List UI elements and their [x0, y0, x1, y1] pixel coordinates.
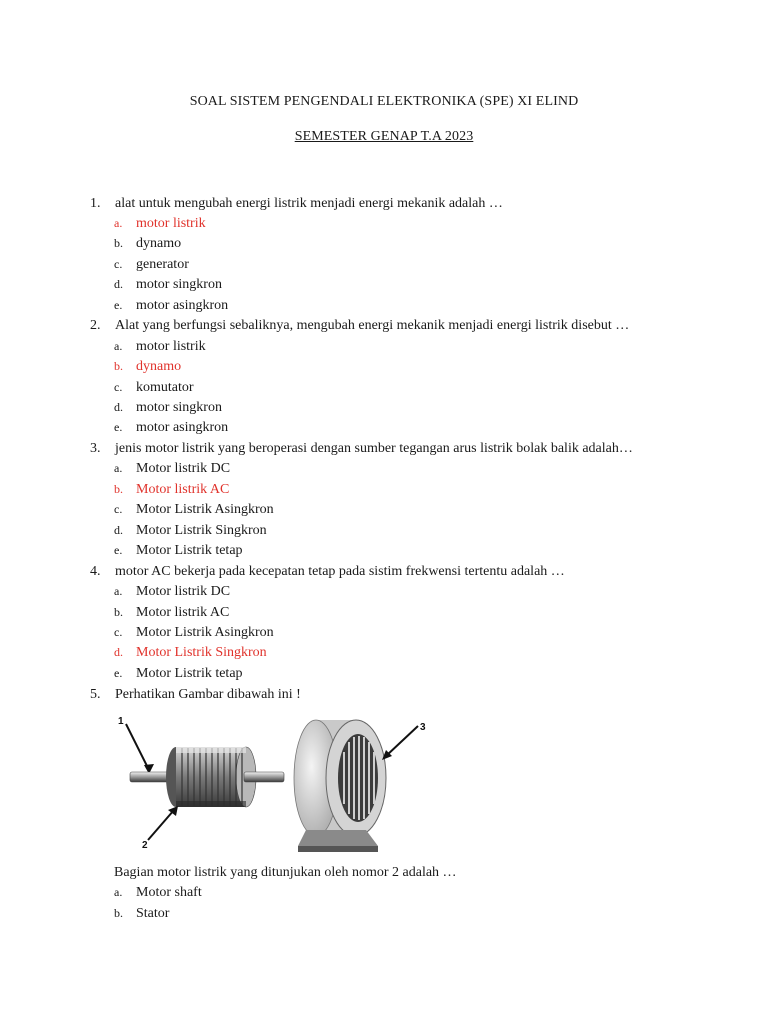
- option-3b: [114, 482, 229, 498]
- option-4e: [114, 666, 243, 682]
- question-text: alat untuk mengubah energi listrik menjadi energi mekanik adalah …: [115, 196, 503, 211]
- question-text: Alat yang berfungsi sebaliknya, mengubah energi mekanik menjadi energi listrik disebut …: [115, 318, 630, 333]
- option-4a: [114, 584, 230, 600]
- option-text: Motor shaft: [136, 885, 202, 900]
- option-letter: e.: [114, 543, 123, 557]
- question-number: 1.: [90, 196, 101, 211]
- label-3-arrow: [386, 726, 418, 756]
- question-number: 3.: [90, 441, 101, 456]
- option-1d: [114, 277, 222, 293]
- option-4d: [114, 645, 267, 661]
- option-letter: d.: [114, 645, 123, 659]
- option-letter: c.: [114, 625, 123, 639]
- option-3d: [114, 523, 267, 539]
- figure-label-3: 3: [420, 722, 426, 733]
- option-letter: b.: [114, 605, 123, 619]
- stator: [294, 720, 386, 852]
- option-1a: [114, 216, 206, 232]
- option-letter: e.: [114, 420, 123, 434]
- option-text: motor singkron: [136, 400, 222, 415]
- option-letter: b.: [114, 236, 123, 250]
- option-text: Motor Listrik tetap: [136, 543, 243, 558]
- option-letter: e.: [114, 666, 123, 680]
- motor-parts-figure: [116, 712, 446, 860]
- option-letter: a.: [114, 216, 123, 230]
- option-text: Motor Listrik Singkron: [136, 645, 267, 660]
- option-2c: [114, 380, 194, 396]
- option-text: Stator: [136, 906, 170, 921]
- question-4: [90, 564, 750, 580]
- question-text: Perhatikan Gambar dibawah ini !: [115, 687, 301, 702]
- figure-label-2: 2: [142, 840, 148, 851]
- figure-label-1: 1: [118, 716, 124, 727]
- option-text: komutator: [136, 380, 194, 395]
- option-letter: c.: [114, 380, 123, 394]
- option-2b: [114, 359, 181, 375]
- option-3c: [114, 502, 274, 518]
- option-text: Motor Listrik tetap: [136, 666, 243, 681]
- question-5-caption: Bagian motor listrik yang ditunjukan oleh nomor 2 adalah …: [114, 865, 457, 880]
- option-text: motor listrik: [136, 216, 206, 231]
- option-4c: [114, 625, 274, 641]
- question-number: 5.: [90, 687, 101, 702]
- page-title: SOAL SISTEM PENGENDALI ELEKTRONIKA (SPE) XI ELIND: [189, 94, 579, 109]
- option-text: Motor listrik DC: [136, 584, 231, 599]
- option-5b: [114, 906, 169, 922]
- question-number: 4.: [90, 564, 101, 579]
- label-1-arrow: [126, 724, 149, 770]
- option-text: motor asingkron: [136, 298, 229, 313]
- option-3a: [114, 461, 230, 477]
- option-text: dynamo: [136, 359, 182, 374]
- option-2e: [114, 420, 228, 436]
- question-3: [90, 441, 750, 457]
- option-4b: [114, 605, 229, 621]
- option-2a: [114, 339, 206, 355]
- right-shaft: [244, 772, 284, 782]
- option-letter: e.: [114, 298, 123, 312]
- option-text: Motor listrik AC: [136, 605, 230, 620]
- option-1c: [114, 257, 189, 273]
- option-2d: [114, 400, 222, 416]
- page-subtitle: SEMESTER GENAP T.A 2023: [294, 129, 474, 144]
- option-text: dynamo: [136, 236, 182, 251]
- option-letter: a.: [114, 339, 123, 353]
- option-text: motor asingkron: [136, 420, 229, 435]
- question-1: [90, 196, 750, 212]
- option-text: Motor Listrik Singkron: [136, 523, 267, 538]
- label-2-arrow: [148, 810, 174, 840]
- option-letter: d.: [114, 277, 123, 291]
- rotor: [166, 747, 256, 807]
- option-1e: [114, 298, 228, 314]
- question-text: motor AC bekerja pada kecepatan tetap pada sistim frekwensi tertentu adalah …: [115, 564, 565, 579]
- option-letter: c.: [114, 257, 123, 271]
- question-5: [90, 687, 750, 703]
- option-letter: a.: [114, 885, 123, 899]
- option-3e: [114, 543, 243, 559]
- option-letter: b.: [114, 359, 123, 373]
- option-text: generator: [136, 257, 189, 272]
- option-letter: b.: [114, 482, 123, 496]
- option-text: Motor Listrik Asingkron: [136, 502, 274, 517]
- option-text: Motor listrik DC: [136, 461, 231, 476]
- option-text: motor listrik: [136, 339, 206, 354]
- question-number: 2.: [90, 318, 101, 333]
- option-letter: c.: [114, 502, 123, 516]
- option-5a: [114, 885, 202, 901]
- option-text: Motor Listrik Asingkron: [136, 625, 274, 640]
- option-letter: a.: [114, 584, 123, 598]
- option-1b: [114, 236, 181, 252]
- option-text: motor singkron: [136, 277, 222, 292]
- option-text: Motor listrik AC: [136, 482, 230, 497]
- option-letter: d.: [114, 400, 123, 414]
- question-text: jenis motor listrik yang beroperasi dengan sumber tegangan arus listrik bolak balik adalah…: [115, 441, 633, 456]
- option-letter: a.: [114, 461, 123, 475]
- question-2: [90, 318, 750, 334]
- option-letter: d.: [114, 523, 123, 537]
- option-letter: b.: [114, 906, 123, 920]
